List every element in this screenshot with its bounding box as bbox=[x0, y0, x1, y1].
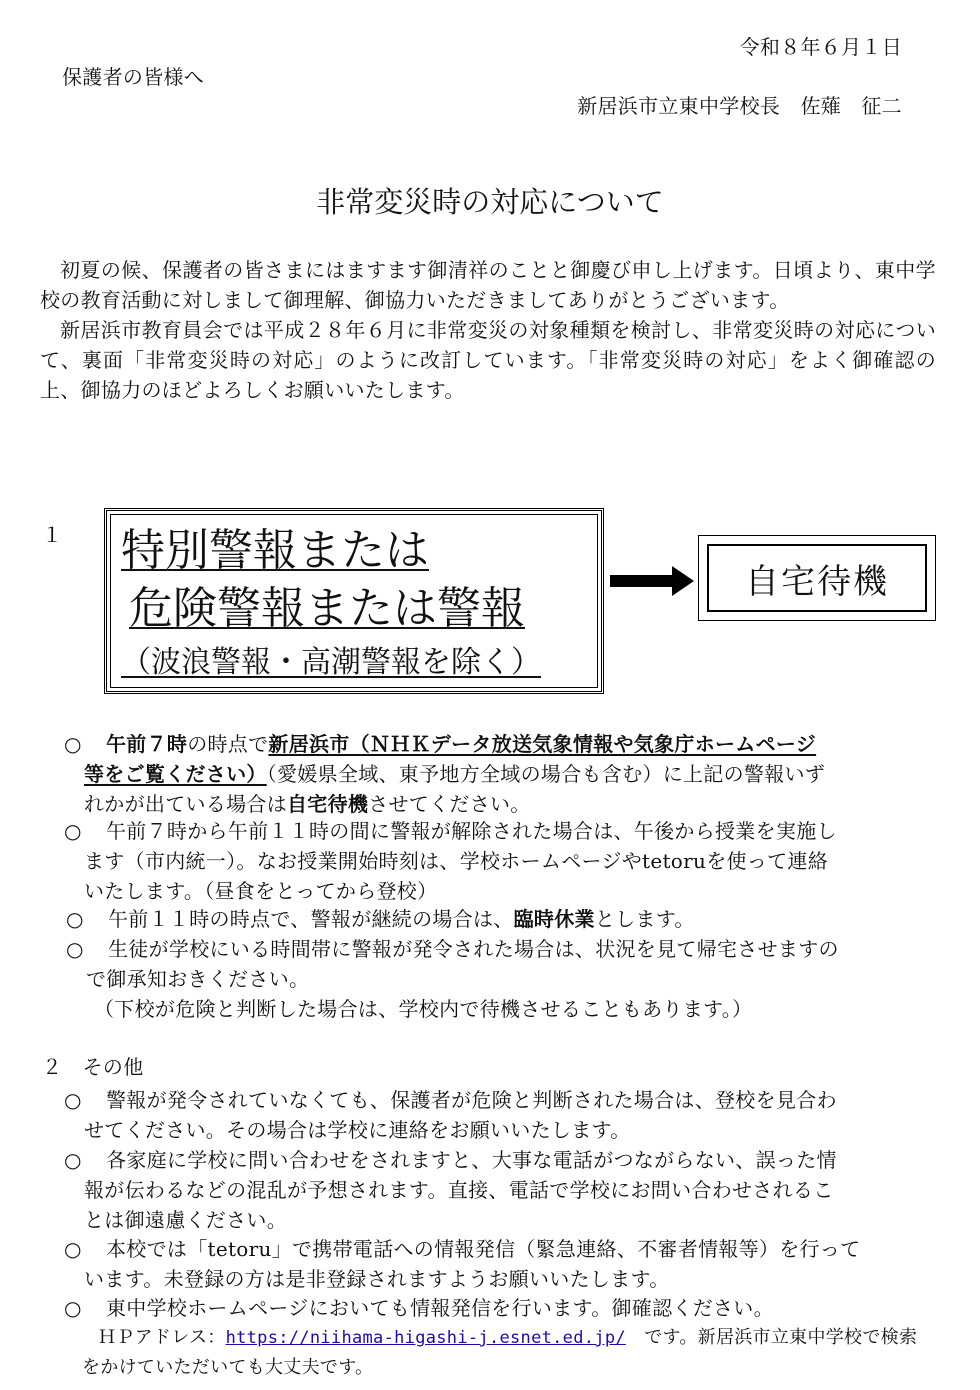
item-text: れかが出ている場合は bbox=[84, 792, 287, 816]
warning-box-line-1: 特別警報または bbox=[121, 525, 429, 576]
item-text: です。新居浜市立東中学校で検索 bbox=[625, 1327, 918, 1348]
item-text: 午前７時から午前１１時の間に警報が解除された場合は、午後から授業を実施し bbox=[106, 819, 837, 843]
circle-bullet-icon: ○ bbox=[64, 1148, 82, 1172]
intro-paragraph-2: 新居浜市教育員会では平成２８年６月に非常変災の対象種類を検討し、非常変災時の対応について、裏面「非常変災時の対応」のように改訂しています。「非常変災時の対応」をよく御確認の上、御協力のほどよろしくお願いいたします。 bbox=[40, 318, 936, 402]
warning-condition-box bbox=[104, 508, 604, 694]
item-text: （愛媛県全域、東予地方全域の場合も含む）に上記の警報いず bbox=[266, 762, 826, 786]
item-text: 午前１１時の時点で、警報が継続の場合は、 bbox=[108, 907, 514, 931]
item-text: の時点で bbox=[187, 732, 269, 756]
circle-bullet-icon: ○ bbox=[64, 1296, 82, 1320]
page-title: 非常変災時の対応について bbox=[316, 185, 664, 219]
warning-box-line-2: 危険警報または警報 bbox=[129, 583, 525, 634]
item-text: 報が伝わるなどの混乱が予想されます。直接、電話で学校にお問い合わせされるこ bbox=[84, 1178, 834, 1202]
circle-bullet-icon: ○ bbox=[64, 732, 82, 756]
item-emphasis: 自宅待機 bbox=[287, 792, 369, 816]
item-text: 本校では「tetoru」で携帯電話への情報発信（緊急連絡、不審者情報等）を行って bbox=[106, 1237, 861, 1261]
warning-box-line-3: （波浪警報・高潮警報を除く） bbox=[121, 645, 541, 680]
item-text: せてください。その場合は学校に連絡をお願いいたします。 bbox=[84, 1118, 631, 1142]
item-text: 生徒が学校にいる時間帯に警報が発令された場合は、状況を見て帰宅させますの bbox=[108, 937, 839, 961]
item-text: ます（市内統一）。なお授業開始時刻は、学校ホームページやtetoruを使って連絡 bbox=[84, 849, 828, 873]
circle-bullet-icon: ○ bbox=[66, 937, 84, 961]
circle-bullet-icon: ○ bbox=[64, 1237, 82, 1261]
circle-bullet-icon: ○ bbox=[64, 819, 82, 843]
result-text: 自宅待機 bbox=[707, 544, 927, 612]
circle-bullet-icon: ○ bbox=[64, 1088, 82, 1112]
item-text: いたします。（昼食をとってから登校） bbox=[84, 879, 438, 903]
item-text: で御承知おきください。 bbox=[86, 967, 310, 991]
item-emphasis: 等をご覧ください） bbox=[84, 762, 267, 786]
hp-label: ＨＰアドレス： bbox=[98, 1327, 226, 1348]
homepage-link[interactable]: https://niihama-higashi-j.esnet.ed.jp/ bbox=[225, 1328, 626, 1348]
date: 令和８年６月１日 bbox=[739, 35, 902, 59]
item-emphasis: 午前７時 bbox=[106, 732, 188, 756]
item-emphasis: 新居浜市（ＮＨＫデータ放送気象情報や気象庁ホームページ bbox=[268, 732, 817, 756]
circle-bullet-icon: ○ bbox=[66, 907, 84, 931]
item-text: 警報が発令されていなくても、保護者が危険と判断された場合は、登校を見合わ bbox=[106, 1088, 837, 1112]
item-emphasis: 臨時休業 bbox=[513, 907, 595, 931]
arrow-right-icon bbox=[610, 566, 694, 596]
addressee: 保護者の皆様へ bbox=[62, 65, 205, 89]
section-1-number: １ bbox=[42, 523, 63, 547]
item-text: います。未登録の方は是非登録されますようお願いいたします。 bbox=[84, 1267, 670, 1291]
item-text: 東中学校ホームページにおいても情報発信を行います。御確認ください。 bbox=[106, 1296, 774, 1320]
intro bbox=[40, 255, 936, 405]
item-text: とは御遠慮ください。 bbox=[84, 1208, 287, 1232]
item-text: させてください。 bbox=[368, 792, 531, 816]
item-text: 各家庭に学校に問い合わせをされますと、大事な電話がつながらない、誤った情 bbox=[106, 1148, 837, 1172]
item-text: をかけていただいても大丈夫です。 bbox=[82, 1357, 374, 1378]
item-text: （下校が危険と判断した場合は、学校内で待機させることもあります。） bbox=[94, 997, 753, 1021]
item-text: とします。 bbox=[594, 907, 695, 931]
section-2-heading: ２ その他 bbox=[42, 1055, 144, 1079]
sender: 新居浜市立東中学校長 佐薙 征二 bbox=[577, 94, 902, 118]
intro-paragraph-1: 初夏の候、保護者の皆さまにはますます御清祥のことと御慶び申し上げます。日頃より、東中学校の教育活動に対しまして御理解、御協力いただきましてありがとうございます。 bbox=[40, 258, 936, 312]
result-box bbox=[698, 535, 936, 621]
